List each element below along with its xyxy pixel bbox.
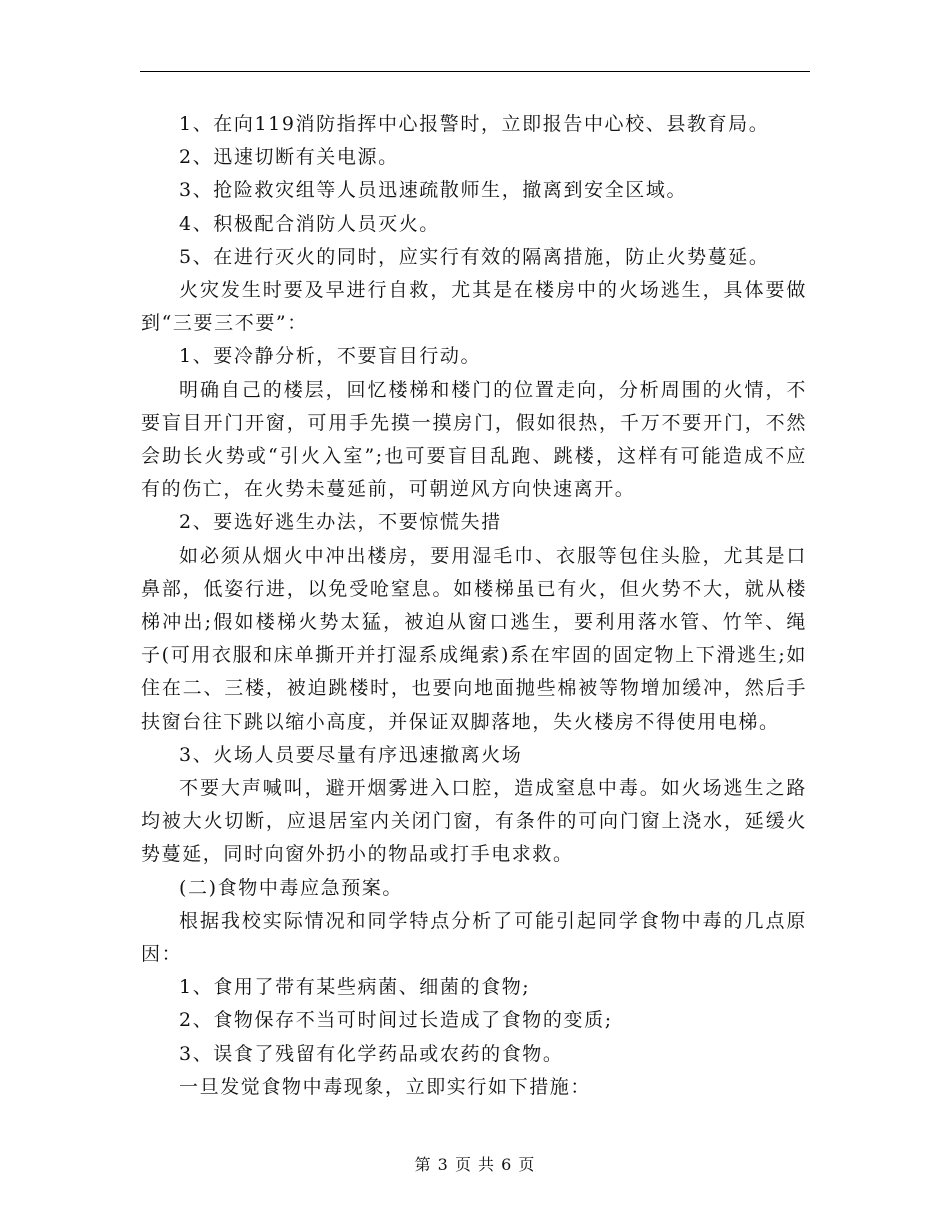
paragraph: 火灾发生时要及早进行自救，尤其是在楼房中的火场逃生，具体要做到“三要三不要”： [141,279,807,335]
paragraph: 2、迅速切断有关电源。 [179,146,399,169]
list-item: 2、食物保存不当可时间过长造成了食物的变质; [179,1009,613,1032]
page-footer: 第 3 页 共 6 页 [414,1155,536,1174]
paragraph: 不要大声喊叫，避开烟雾进入口腔，造成窒息中毒。如火场逃生之路均被大火切断，应退居室内关闭门窗，有条件的可向门窗上浇水，延缓火势蔓延，同时向窗外扔小的物品或打手电求救。 [141,777,807,866]
paragraph: 如必须从烟火中冲出楼房，要用湿毛巾、衣服等包住头脸，尤其是口鼻部，低姿行进，以免受呛窒息。如楼梯虽已有火，但火势不大，就从楼梯冲出;假如楼梯火势太猛，被迫从窗口逃生，要利用落水管、竹竿、绳子(可用衣服和床单撕开并打湿系成绳索)系在牢固的固定物上下滑逃生;如住在二、三楼，被迫跳楼时，也要向地面抛些棉被等物增加缓冲，然后手扶窗台往下跳以缩小高度，并保证双脚落地，失火楼房不得使用电梯。 [141,544,807,733]
paragraph: 3、火场人员要尽量有序迅速撤离火场 [179,743,523,766]
list-item: 3、误食了残留有化学药品或农药的食物。 [179,1042,564,1065]
list-item: 1、食用了带有某些病菌、细菌的食物; [179,976,531,999]
paragraph: 5、在进行灭火的同时，应实行有效的隔离措施，防止火势蔓延。 [179,245,770,268]
paragraph: 4、积极配合消防人员灭火。 [179,212,440,235]
paragraph: 1、要冷静分析，不要盲目行动。 [179,345,482,368]
paragraph: 1、在向119消防指挥中心报警时，立即报告中心校、县教育局。 [179,113,770,135]
section-heading: (二)食物中毒应急预案。 [179,876,404,899]
document-body [141,108,807,1104]
paragraph: 明确自己的楼层，回忆楼梯和楼门的位置走向，分析周围的火情，不要盲目开门开窗，可用手先摸一摸房门，假如很热，千万不要开门，不然会助长火势或“引火入室”;也可要盲目乱跑、跳楼，这样有可能造成不应有的伤亡，在火势未蔓延前，可朝逆风方向快速离开。 [141,378,807,501]
paragraph: 一旦发觉食物中毒现象，立即实行如下措施： [179,1075,592,1098]
paragraph: 2、要选好逃生办法，不要惊慌失措 [179,511,502,534]
header-rule [140,71,810,72]
paragraph: 根据我校实际情况和同学特点分析了可能引起同学食物中毒的几点原因： [141,909,807,966]
paragraph: 3、抢险救灾组等人员迅速疏散师生，撤离到安全区域。 [179,179,688,202]
